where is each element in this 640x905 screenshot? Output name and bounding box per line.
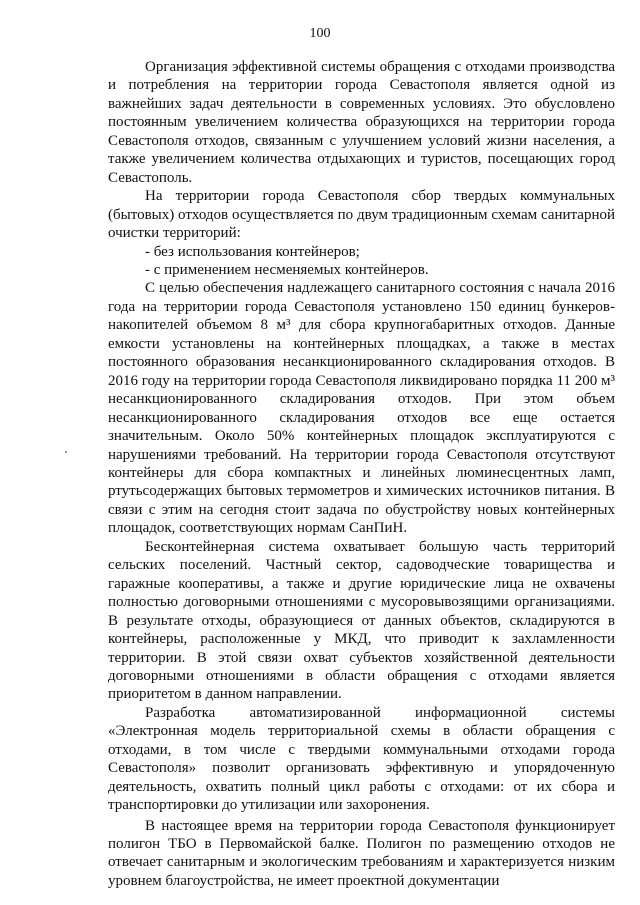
paragraph-waste-system-importance: Организация эффективной системы обращения с отходами производства и потребления на территории города Севастополя является одной из важнейших задач деятельности в современных условиях. Это обусловлено постоянным увеличением количества образующихся на территории города Севастополя отходов, связанным с улучшением условий жизни населения, а также увеличением количества отдыхающих и туристов, посещающих город Севастополь. (108, 59, 615, 186)
scan-speck (65, 451, 67, 453)
paragraph-containerless-system: Бесконтейнерная система охватывает большую часть территорий сельских поселений. Частный сектор, садоводческие товарищества и гаражные кооперативы, а также и другие юридические лица не охвачены полностью договорными отношениями с мусоровывозящими организациями. В результате отходы, образующиеся от данных объектов, складируются в контейнеры, расположенные у МКД, что приводит к захламленности территории. В этой связи охват субъектов хозяйственной деятельности договорными отношениями в области обращения с отходами является приоритетом в данном направлении. (108, 538, 615, 703)
list-item-without-containers: - без использования контейнеров; (145, 243, 360, 260)
paragraph-landfill: В настоящее время на территории города Севастополя функционирует полигон ТБО в Первомайской балке. Полигон по размещению отходов не отвечает санитарным и экологическим требованиям и характеризуется низким уровнем благоустройства, не имеет проектной документации (108, 817, 615, 889)
paragraph-sanitary-measures: С целью обеспечения надлежащего санитарного состояния с начала 2016 года на территории города Севастополя установлено 150 единиц бункеров-накопителей объемом 8 м³ для сбора крупногабаритных отходов. Данные емкости установлены на контейнерных площадках, а также в местах постоянного образования несанкционированного складирования отходов. В 2016 году на территории города Севастополя ликвидировано порядка 11 200 м³ несанкционированного складирования отходов. При этом объем несанкционированного складирования отходов все еще остается значительным. Около 50% контейнерных площадок эксплуатируются с нарушениями требований. На территории города Севастополя отсутствуют контейнеры для сбора компактных и линейных люминесцентных ламп, ртутьсодержащих бытовых термометров и химических источников питания. В связи с этим на сегодня стоит задача по обустройству новых контейнерных площадок, соответствующих нормам СанПиН. (108, 280, 615, 537)
page-number: 100 (309, 26, 331, 41)
body-text (108, 58, 615, 890)
list-item-fixed-containers: - с применением несменяемых контейнеров. (145, 261, 429, 278)
paragraph-collection-schemes: На территории города Севастополя сбор твердых коммунальных (бытовых) отходов осуществляется по двум традиционным схемам санитарной очистки территорий: (108, 188, 615, 242)
paragraph-information-system: Разработка автоматизированной информационной системы «Электронная модель территориальной схемы в области обращения с отходами, в том числе с твердыми коммунальными отходами города Севастополя» позволит организовать эффективную и упорядоченную деятельность, охватить полный цикл работы с отходами: от их сбора и транспортировки до утилизации или захоронения. (108, 704, 615, 814)
